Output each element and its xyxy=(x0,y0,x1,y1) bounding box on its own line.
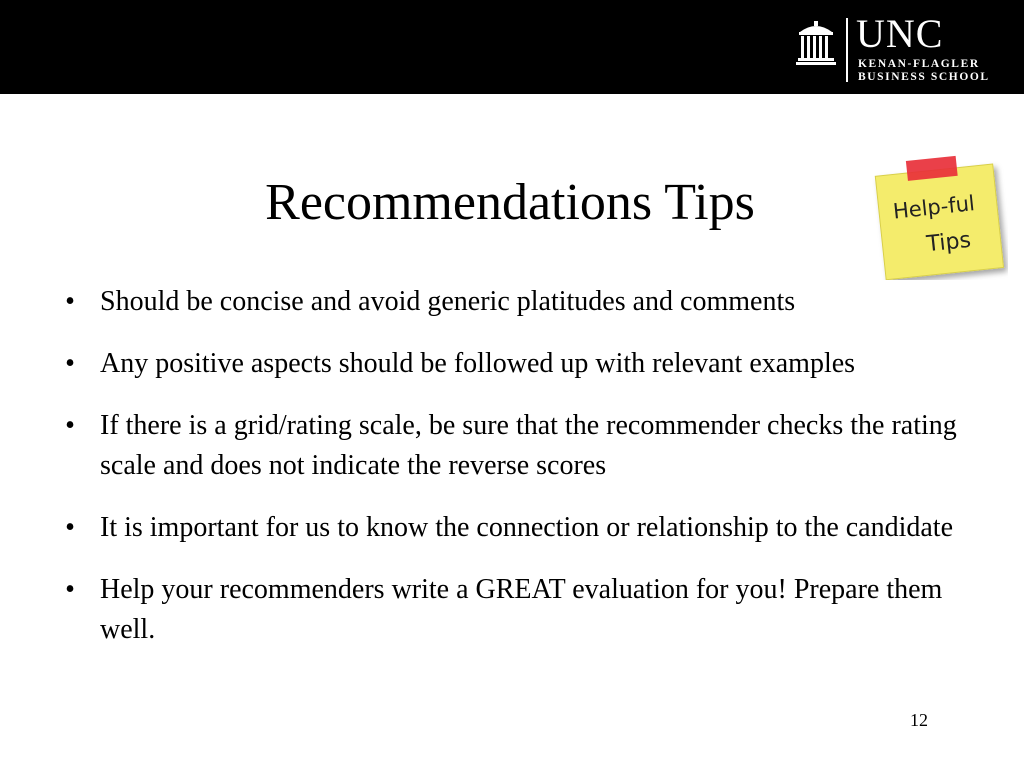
bullet-text: Help your recommenders write a GREAT evaluation for you! Prepare them well. xyxy=(100,574,943,645)
bullet-marker: • xyxy=(65,512,75,543)
sticky-note-line2: Tips xyxy=(925,227,973,258)
bullet-list xyxy=(60,282,965,672)
bullet-item xyxy=(60,508,965,548)
helpful-tips-sticky-note xyxy=(868,148,1008,280)
bullet-item xyxy=(60,570,965,650)
logo-wordmark: UNC xyxy=(856,11,944,56)
bullet-item xyxy=(60,344,965,384)
bullet-text: Any positive aspects should be followed up with relevant examples xyxy=(100,348,856,379)
page-number: 12 xyxy=(910,710,928,730)
unc-logo xyxy=(796,11,996,84)
bullet-text: It is important for us to know the connection or relationship to the candidate xyxy=(100,512,954,543)
logo-subtitle-line2: BUSINESS SCHOOL xyxy=(858,71,990,83)
slide-title: Recommendations Tips xyxy=(265,174,755,231)
bullet-marker: • xyxy=(65,286,75,317)
bullet-item xyxy=(60,406,965,486)
bullet-text: If there is a grid/rating scale, be sure that the recommender checks the rating scale and does not indicate the reverse scores xyxy=(100,410,957,481)
bullet-text: Should be concise and avoid generic platitudes and comments xyxy=(100,286,796,317)
bullet-item xyxy=(60,282,965,322)
sticky-note-line1: Help-ful xyxy=(891,191,976,224)
header-bar xyxy=(0,0,1024,94)
logo-divider xyxy=(846,18,848,82)
bullet-marker: • xyxy=(65,410,75,441)
bullet-marker: • xyxy=(65,348,75,379)
logo-subtitle-line1: KENAN-FLAGLER xyxy=(858,58,980,70)
bullet-marker: • xyxy=(65,574,75,605)
old-well-icon xyxy=(796,18,836,68)
